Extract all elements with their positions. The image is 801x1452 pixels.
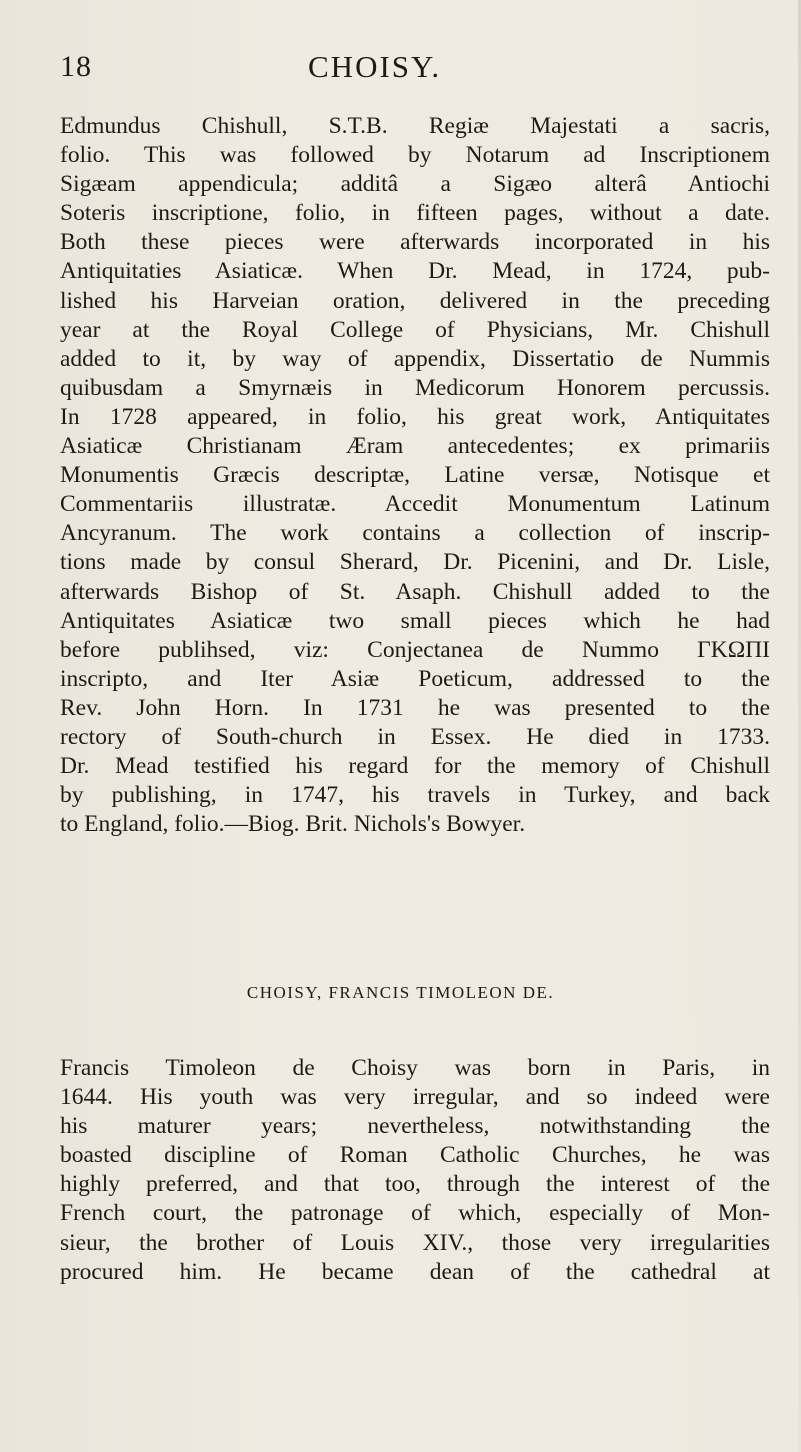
text-line: before publihsed, viz: Conjectanea de Nummo ΓΚΩΠΙ (60, 636, 770, 663)
text-line: afterwards Bishop of St. Asaph. Chishull added to the (60, 578, 770, 605)
text-line: boasted discipline of Roman Catholic Churches, he was (60, 1142, 770, 1169)
text-line: Asiaticæ Christianam Æram antecedentes; ex primariis (60, 433, 770, 460)
text-line: highly preferred, and that too, through the interest of the (60, 1171, 770, 1198)
running-head: CHOISY. (308, 49, 442, 84)
text-line: lished his Harveian oration, delivered in the preceding (60, 287, 770, 314)
text-line: Dr. Mead testified his regard for the memory of Chishull (60, 753, 770, 780)
text-line: added to it, by way of appendix, Dissertatio de Nummis (60, 345, 770, 372)
paragraph-choisy (60, 1054, 770, 1287)
text-line: year at the Royal College of Physicians, Mr. Chishull (60, 316, 770, 343)
text-line: Monumentis Græcis descriptæ, Latine versæ, Notisque et (60, 462, 770, 489)
text-line: Commentariis illustratæ. Accedit Monumentum Latinum (60, 491, 770, 518)
text-line: Rev. John Horn. In 1731 he was presented to the (60, 694, 770, 721)
page-number: 18 (60, 50, 92, 83)
text-line: Soteris inscriptione, folio, in fifteen pages, without a date. (60, 200, 770, 227)
text-line: quibusdam a Smyrnæis in Medicorum Honorem percussis. (60, 374, 770, 401)
text-line: In 1728 appeared, in folio, his great work, Antiquitates (60, 403, 770, 430)
text-line: Both these pieces were afterwards incorporated in his (60, 229, 770, 256)
text-line: sieur, the brother of Louis XIV., those very irregularities (60, 1229, 770, 1256)
text-line: Sigæam appendicula; additâ a Sigæo alterâ Antiochi (60, 171, 770, 198)
text-line: folio. This was followed by Notarum ad Inscriptionem (60, 142, 770, 169)
section-heading: CHOISY, FRANCIS TIMOLEON DE. (246, 983, 555, 1002)
text-line: procured him. He became dean of the cathedral at (60, 1258, 770, 1285)
text-line: Ancyranum. The work contains a collection of inscrip- (60, 520, 770, 547)
text-line: his maturer years; nevertheless, notwithstanding the (60, 1113, 770, 1140)
page-header (60, 50, 750, 90)
text-line: inscripto, and Iter Asiæ Poeticum, addressed to the (60, 665, 770, 692)
text-line: French court, the patronage of which, especially of Mon- (60, 1200, 770, 1227)
text-line: to England, folio.—Biog. Brit. Nichols's Bowyer. (60, 811, 526, 838)
text-line: Edmundus Chishull, S.T.B. Regiæ Majestati a sacris, (60, 113, 770, 139)
text-line: by publishing, in 1747, his travels in Turkey, and back (60, 782, 770, 809)
text-line: tions made by consul Sherard, Dr. Picenini, and Dr. Lisle, (60, 549, 770, 576)
text-line: rectory of South-church in Essex. He died in 1733. (60, 723, 770, 750)
text-line: Antiquitates Asiaticæ two small pieces which he had (60, 607, 770, 634)
text-line: Antiquitaties Asiaticæ. When Dr. Mead, in 1724, pub- (60, 258, 770, 285)
text-line: Francis Timoleon de Choisy was born in Paris, in (60, 1055, 770, 1081)
paragraph-chishull (60, 112, 770, 839)
text-line: 1644. His youth was very irregular, and so indeed were (60, 1084, 770, 1111)
